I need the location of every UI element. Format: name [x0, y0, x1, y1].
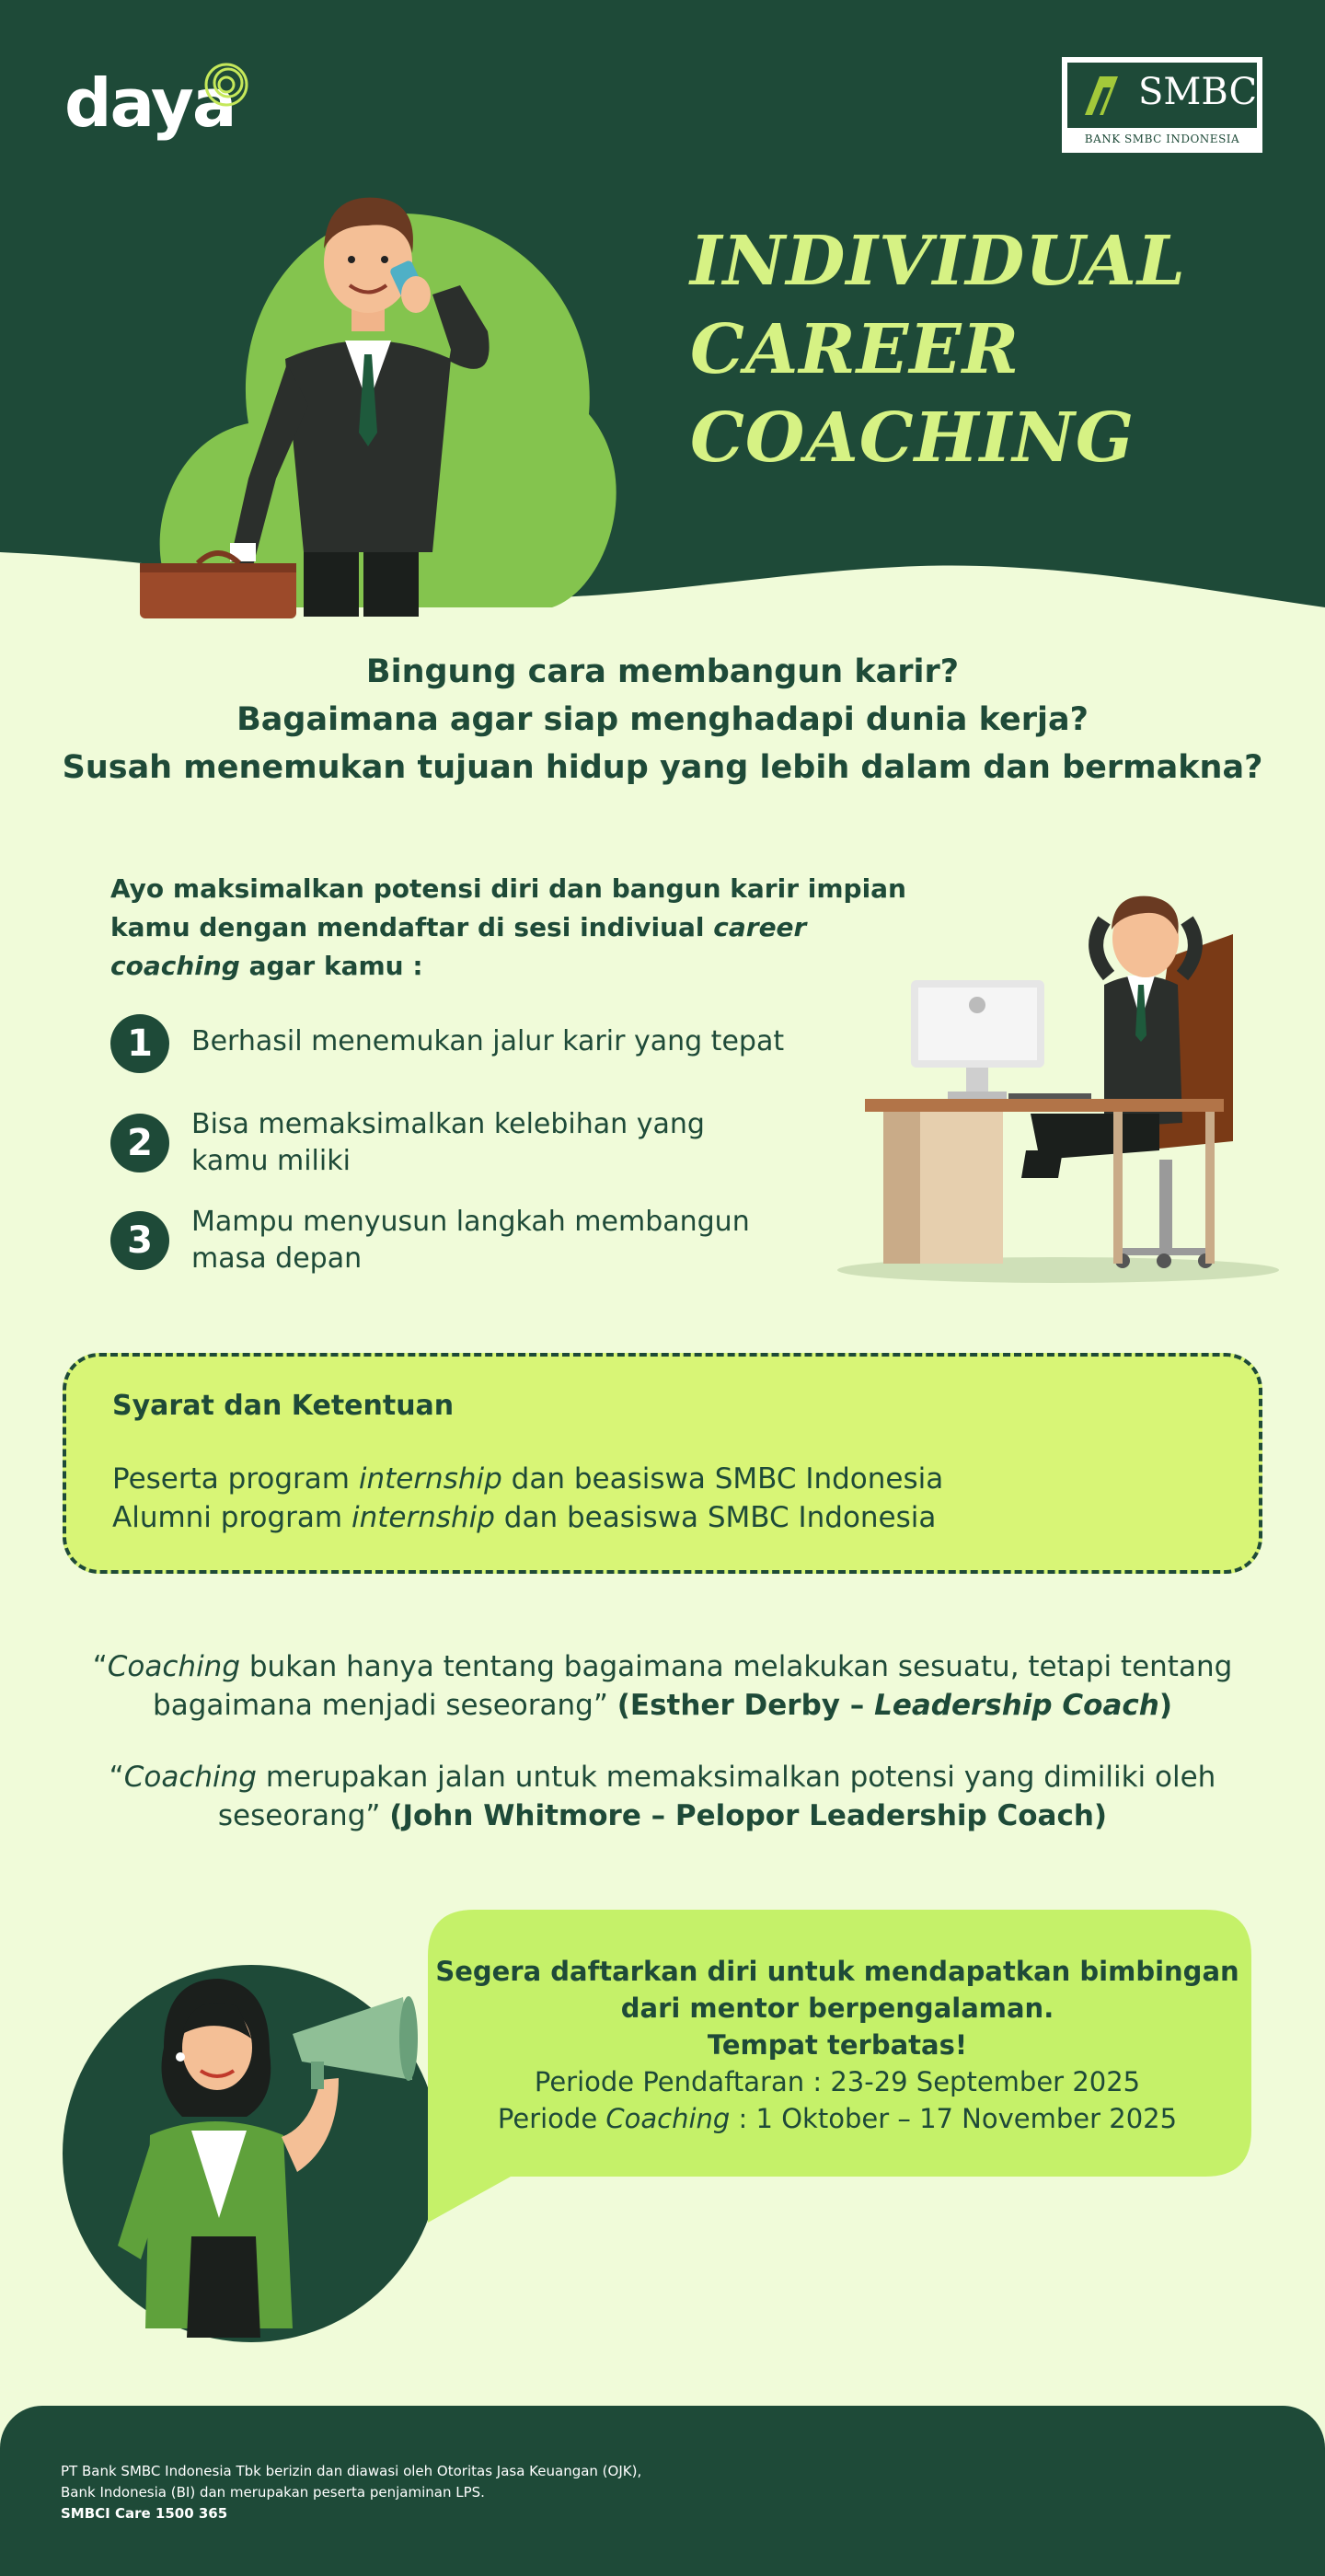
- terms-line-part: dan beasiswa SMBC Indonesia: [494, 1501, 937, 1534]
- smbc-logo-subtitle: BANK SMBC INDONESIA: [1065, 128, 1260, 150]
- footer: [0, 2406, 1325, 2576]
- benefit-text: Berhasil menemukan jalur karir yang tepat: [191, 1025, 785, 1057]
- cta-coaching-part: Periode: [497, 2103, 606, 2134]
- question-line: Bingung cara membangun karir?: [365, 653, 960, 690]
- terms-line-part: Peserta program: [112, 1462, 359, 1496]
- footer-line: PT Bank SMBC Indonesia Tbk berizin dan diawasi oleh Otoritas Jasa Keuangan (OJK),: [61, 2463, 642, 2479]
- daya-logo: [64, 57, 267, 158]
- quote-author: [617, 1689, 1172, 1722]
- questions-block: [37, 648, 1288, 791]
- quote-open-mark: “: [92, 1650, 108, 1683]
- cta-registration-period: Periode Pendaftaran : 23-29 September 2025: [534, 2066, 1141, 2097]
- terms-box: [63, 1353, 1262, 1574]
- intro-text-part: agar kamu :: [239, 951, 423, 981]
- woman-megaphone-illustration: [63, 1942, 449, 2347]
- smbc-logo: [1062, 57, 1262, 153]
- question-line: Bagaimana agar siap menghadapi dunia kerja?: [236, 701, 1089, 738]
- terms-line-italic: internship: [358, 1462, 502, 1496]
- quote-author-part: (John Whitmore – Pelopor Leadership Coach): [389, 1799, 1108, 1832]
- cta-line: dari mentor berpengalaman.: [620, 1993, 1054, 2024]
- intro-text-italic: career coaching: [110, 912, 807, 981]
- quote-italic-word: Coaching: [107, 1650, 241, 1683]
- quote-body: bukan hanya tentang bagaimana melakukan sesuatu, tetapi tentang bagaimana menjadi seseorang”: [153, 1650, 1233, 1722]
- intro-text-part: Ayo maksimalkan potensi diri dan bangun karir impian kamu dengan mendaftar di sesi indiviual: [110, 873, 906, 942]
- footer-text: [61, 2461, 641, 2524]
- desk-illustration: [828, 884, 1288, 1288]
- cta-text: [432, 1953, 1242, 2137]
- quote-italic-word: Coaching: [123, 1761, 257, 1794]
- quote-esther-derby: [92, 1647, 1233, 1725]
- question-line: Susah menemukan tujuan hidup yang lebih dalam dan bermakna?: [62, 749, 1263, 786]
- footer-line: Bank Indonesia (BI) dan merupakan peserta penjaminan LPS.: [61, 2484, 485, 2501]
- quote-author-italic: Leadership Coach: [874, 1689, 1159, 1722]
- footer-care-line: SMBCI Care 1500 365: [61, 2505, 228, 2522]
- benefit-text: Bisa memaksimalkan kelebihan yang kamu miliki: [191, 1108, 705, 1177]
- quote-author: [389, 1799, 1107, 1832]
- terms-line: [112, 1460, 943, 1498]
- hero-title-line: CAREER: [690, 310, 1020, 389]
- quote-open-mark: “: [109, 1761, 124, 1794]
- terms-line-part: dan beasiswa SMBC Indonesia: [501, 1462, 944, 1496]
- daya-swirl-icon: [199, 57, 254, 112]
- cta-coaching-italic: Coaching: [605, 2103, 731, 2134]
- smbc-logo-name: SMBC: [1138, 71, 1258, 113]
- hero-title-line: COACHING: [690, 399, 1135, 478]
- cta-line: Tempat terbatas!: [707, 2029, 968, 2061]
- benefit-item: [110, 1014, 810, 1088]
- smbc-mark-icon: [1083, 75, 1120, 117]
- benefit-text: Mampu menyusun langkah membangun masa depan: [191, 1206, 750, 1275]
- daya-logo-text: daya: [64, 64, 236, 142]
- cta-line: Segera daftarkan diri untuk mendapatkan bimbingan: [435, 1956, 1239, 1987]
- hero-title: [690, 217, 1279, 482]
- benefit-number-badge: 3: [110, 1211, 169, 1270]
- benefit-item: [110, 1108, 810, 1187]
- hero-title-line: INDIVIDUAL: [690, 222, 1186, 301]
- benefit-number-badge: 1: [110, 1014, 169, 1073]
- benefit-item: [110, 1206, 810, 1285]
- terms-line-part: Alumni program: [112, 1501, 351, 1534]
- terms-title: Syarat dan Ketentuan: [112, 1390, 455, 1422]
- quote-body: merupakan jalan untuk memaksimalkan potensi yang dimiliki oleh seseorang”: [217, 1761, 1216, 1832]
- quote-author-part: ): [1158, 1689, 1172, 1722]
- quote-john-whitmore: [92, 1758, 1233, 1835]
- benefit-number-badge: 2: [110, 1114, 169, 1172]
- cta-coaching-period: [432, 2100, 1242, 2137]
- quote-author-part: (Esther Derby –: [616, 1689, 875, 1722]
- terms-line-italic: internship: [351, 1501, 495, 1534]
- intro-text: [110, 870, 939, 986]
- cta-coaching-part: : 1 Oktober – 17 November 2025: [730, 2103, 1178, 2134]
- terms-line: [112, 1498, 936, 1537]
